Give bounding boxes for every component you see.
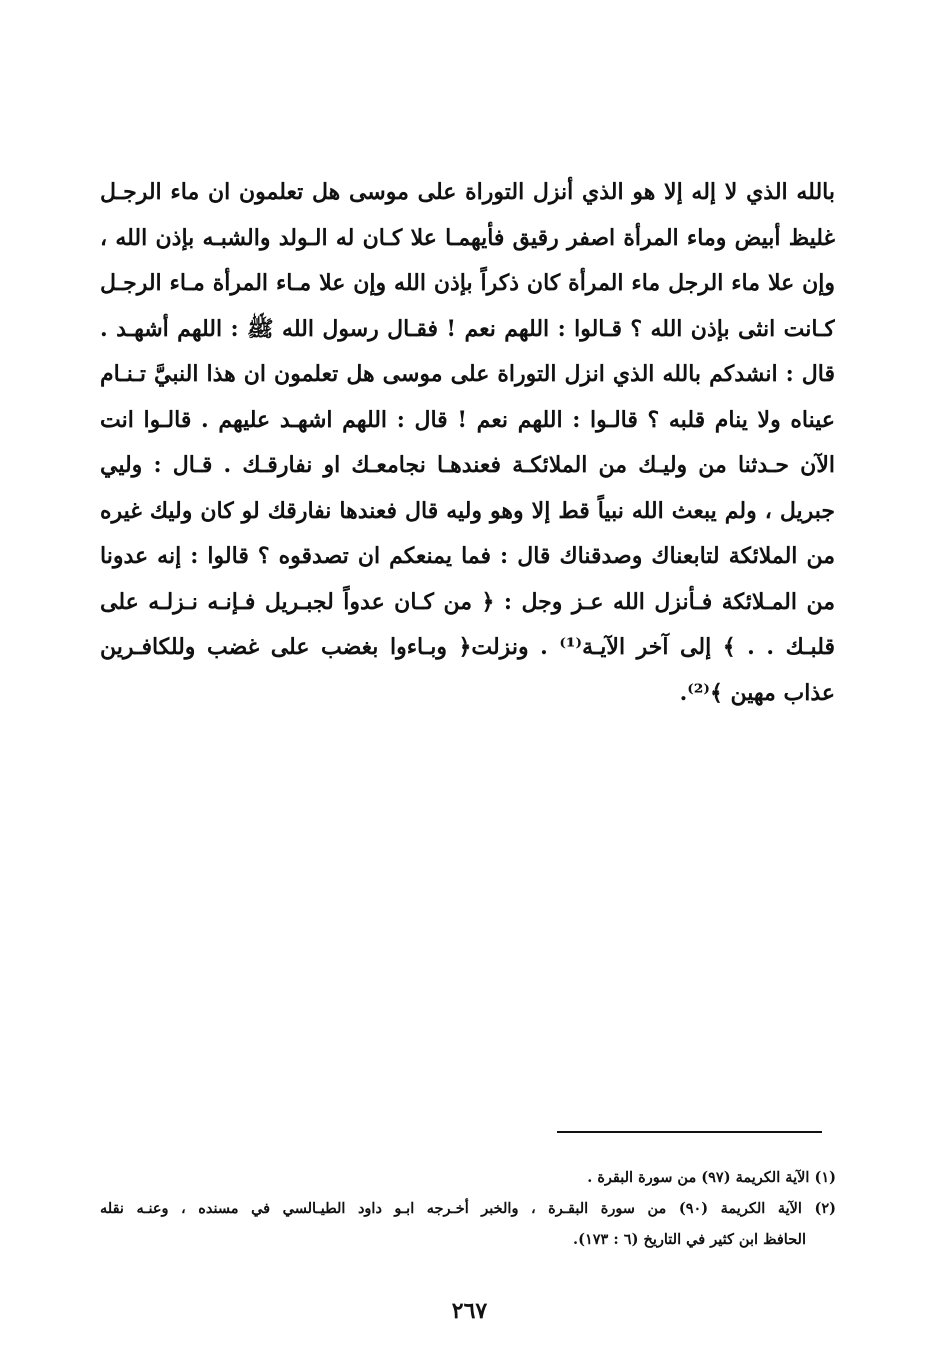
text-line: بالله الذي لا إله إلا هو الذي أنزل التوراة على موسى هل تعلمون ان ماء الرجـل [100,179,835,205]
main-text [100,170,835,716]
footnotes [100,1162,836,1255]
text-line: قال : انشدكم بالله الذي انزل التوراة على موسى هل تعلمون ان هذا النبيَّ تـنـام [100,361,835,387]
page-number: ٢٦٧ [451,1298,488,1324]
text-line: الآن حـدثنا من وليـك من الملائكـة فعندهـا نجامعـك او نفارقـك . قـال : وليي [100,452,835,478]
text-line: من الملائكة لتابعناك وصدقناك قال : فما يمنعكم ان تصدقوه ؟ قالوا : إنه عدونا [100,543,835,569]
footnote-divider [557,1131,822,1133]
text-line: غليظ أبيض وماء المرأة اصفر رقيق فأيهمـا علا كـان له الـولد والشبـه بإذن الله ، [100,224,835,251]
text-line: قلبـك . . ﴾ إلى آخر الآيـة⁽¹⁾ . ونزلت﴿ وبـاءوا بغضب على غضب وللكافـرين [100,634,835,660]
footnote-2-continuation: الحافظ ابن كثير في التاريخ (٦ : ١٧٣). [573,1231,806,1248]
text-line: عذاب مهين ﴾⁽²⁾. [679,679,835,706]
footnote-1: (١) الآية الكريمة (٩٧) من سورة البقرة . [587,1169,836,1186]
text-line: عيناه ولا ينام قلبه ؟ قالـوا : اللهم نعم ! قال : اللهم اشهـد عليهم . قالـوا انت [100,406,835,433]
text-line: من المـلائكة فـأنزل الله عـز وجل : ﴿ من كـان عدواً لجبـريل فـإنـه نـزلـه على [100,588,835,615]
text-line: وإن علا ماء الرجل ماء المرأة كان ذكراً بإذن الله وإن علا مـاء المرأة مـاء الرجـل [100,270,835,296]
text-line: كـانت انثى بإذن الله ؟ قـالوا : اللهم نعم ! فقـال رسول الله ﷺ : اللهم أشهـد . [100,315,835,342]
text-line: جبريل ، ولم يبعث الله نبياً قط إلا وهو وليه قال فعندها نفارقك لو كان وليك غيره [100,497,835,524]
footnote-2: (٢) الآية الكريمة (٩٠) من سورة البقـرة ، والخبر أخـرجه ابـو داود الطيـالسي في مسنده ، وعنـه نقله [100,1200,836,1217]
